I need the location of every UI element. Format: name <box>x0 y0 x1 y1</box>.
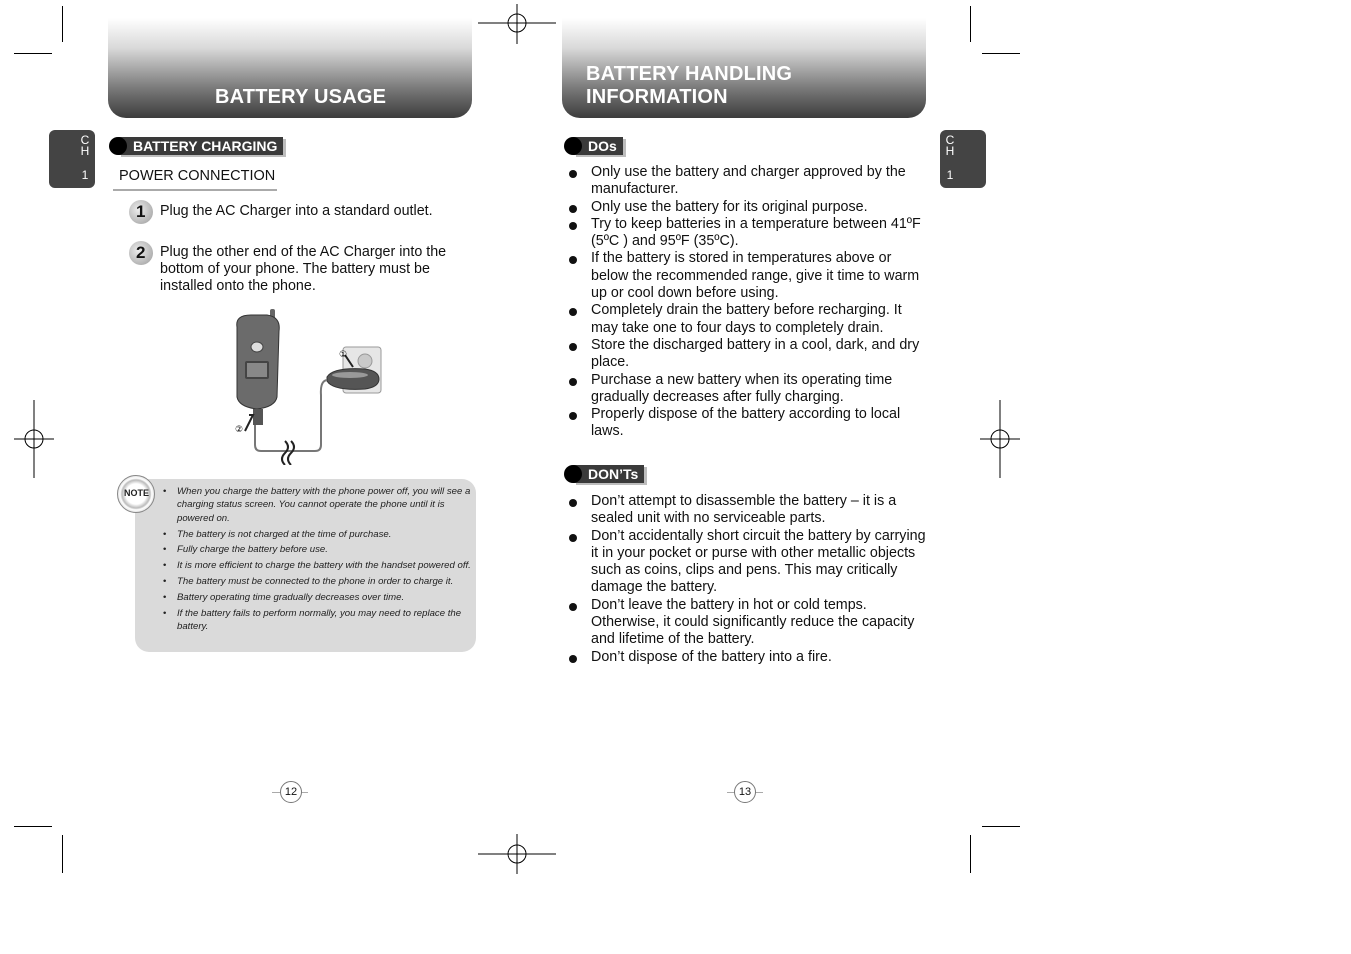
note-item: • If the battery fails to perform normally, you may need to replace the battery. <box>163 607 473 634</box>
chapter-tab: C H 1 <box>49 130 95 188</box>
note-box <box>135 479 476 652</box>
crop-mark <box>62 835 63 873</box>
note-icon: NOTE <box>117 475 155 513</box>
crop-mark <box>14 53 52 54</box>
list-item: Properly dispose of the battery according to local laws. <box>568 406 930 441</box>
note-item: • When you charge the battery with the phone power off, you will see a charging status screen. You cannot operate the phone until it is powered on. <box>163 485 473 525</box>
donts-list <box>568 493 930 666</box>
note-item: • Battery operating time gradually decreases over time. <box>163 591 473 604</box>
page-number: 13 <box>734 781 756 803</box>
crop-mark <box>970 6 971 42</box>
bullet-dot-icon <box>564 137 582 155</box>
step-number-badge: 2 <box>129 241 153 265</box>
step-text: Plug the AC Charger into a standard outlet. <box>160 203 433 219</box>
note-item: • It is more efficient to charge the battery with the handset powered off. <box>163 559 473 572</box>
subheading-underline <box>113 189 277 191</box>
step-number-badge: 1 <box>129 200 153 224</box>
page-title: BATTERY HANDLING INFORMATION <box>586 63 793 108</box>
registration-mark-icon <box>478 834 556 874</box>
crop-mark <box>982 53 1020 54</box>
step-text: Plug the other end of the AC Charger into the bottom of your phone. The battery must be installed onto the phone. <box>160 244 447 294</box>
chapter-tab: C H 1 <box>940 130 986 188</box>
bullet-dot-icon <box>564 465 582 483</box>
subheading: POWER CONNECTION <box>119 168 276 184</box>
list-item: Store the discharged battery in a cool, dark, and dry place. <box>568 337 930 372</box>
page-title-banner <box>108 18 472 118</box>
registration-mark-icon <box>478 4 556 44</box>
note-item: • The battery is not charged at the time of purchase. <box>163 528 473 541</box>
dos-list <box>568 164 930 441</box>
page-number: 12 <box>280 781 302 803</box>
list-item: Purchase a new battery when its operating time gradually decreases after fully charging. <box>568 372 930 407</box>
list-item: Don’t dispose of the battery into a fire. <box>568 649 930 666</box>
crop-mark <box>62 6 63 42</box>
crop-mark <box>14 826 52 827</box>
note-item: • Fully charge the battery before use. <box>163 543 473 556</box>
page-title: BATTERY USAGE <box>215 86 387 108</box>
list-item: Don’t attempt to disassemble the battery – it is a sealed unit with no serviceable parts. <box>568 493 930 528</box>
registration-mark-icon <box>980 400 1020 478</box>
bullet-dot-icon <box>109 137 127 155</box>
list-item: Don’t accidentally short circuit the battery by carrying it in your pocket or purse with other metallic objects such as coins, clips and pens. This may critically damage the battery. <box>568 528 930 597</box>
list-item: Completely drain the battery before recharging. It may take one to four days to completely drain. <box>568 302 930 337</box>
list-item: Try to keep batteries in a temperature between 41ºF (5ºC ) and 95ºF (35ºC). <box>568 216 930 251</box>
page-title-banner <box>562 18 926 118</box>
svg-text:①: ① <box>339 350 348 360</box>
list-item: Only use the battery and charger approved by the manufacturer. <box>568 164 930 199</box>
svg-text:②: ② <box>235 425 244 435</box>
list-item: If the battery is stored in temperatures above or below the recommended range, give it time to warm up or cool down before using. <box>568 250 930 302</box>
list-item: Don’t leave the battery in hot or cold temps. Otherwise, it could significantly reduce the capacity and lifetime of the battery. <box>568 597 930 649</box>
crop-mark <box>970 835 971 873</box>
phone-charging-illustration <box>225 305 390 465</box>
note-item: • The battery must be connected to the phone in order to charge it. <box>163 575 473 588</box>
note-list <box>163 485 473 636</box>
registration-mark-icon <box>14 400 54 478</box>
list-item: Only use the battery for its original purpose. <box>568 199 930 216</box>
crop-mark <box>982 826 1020 827</box>
